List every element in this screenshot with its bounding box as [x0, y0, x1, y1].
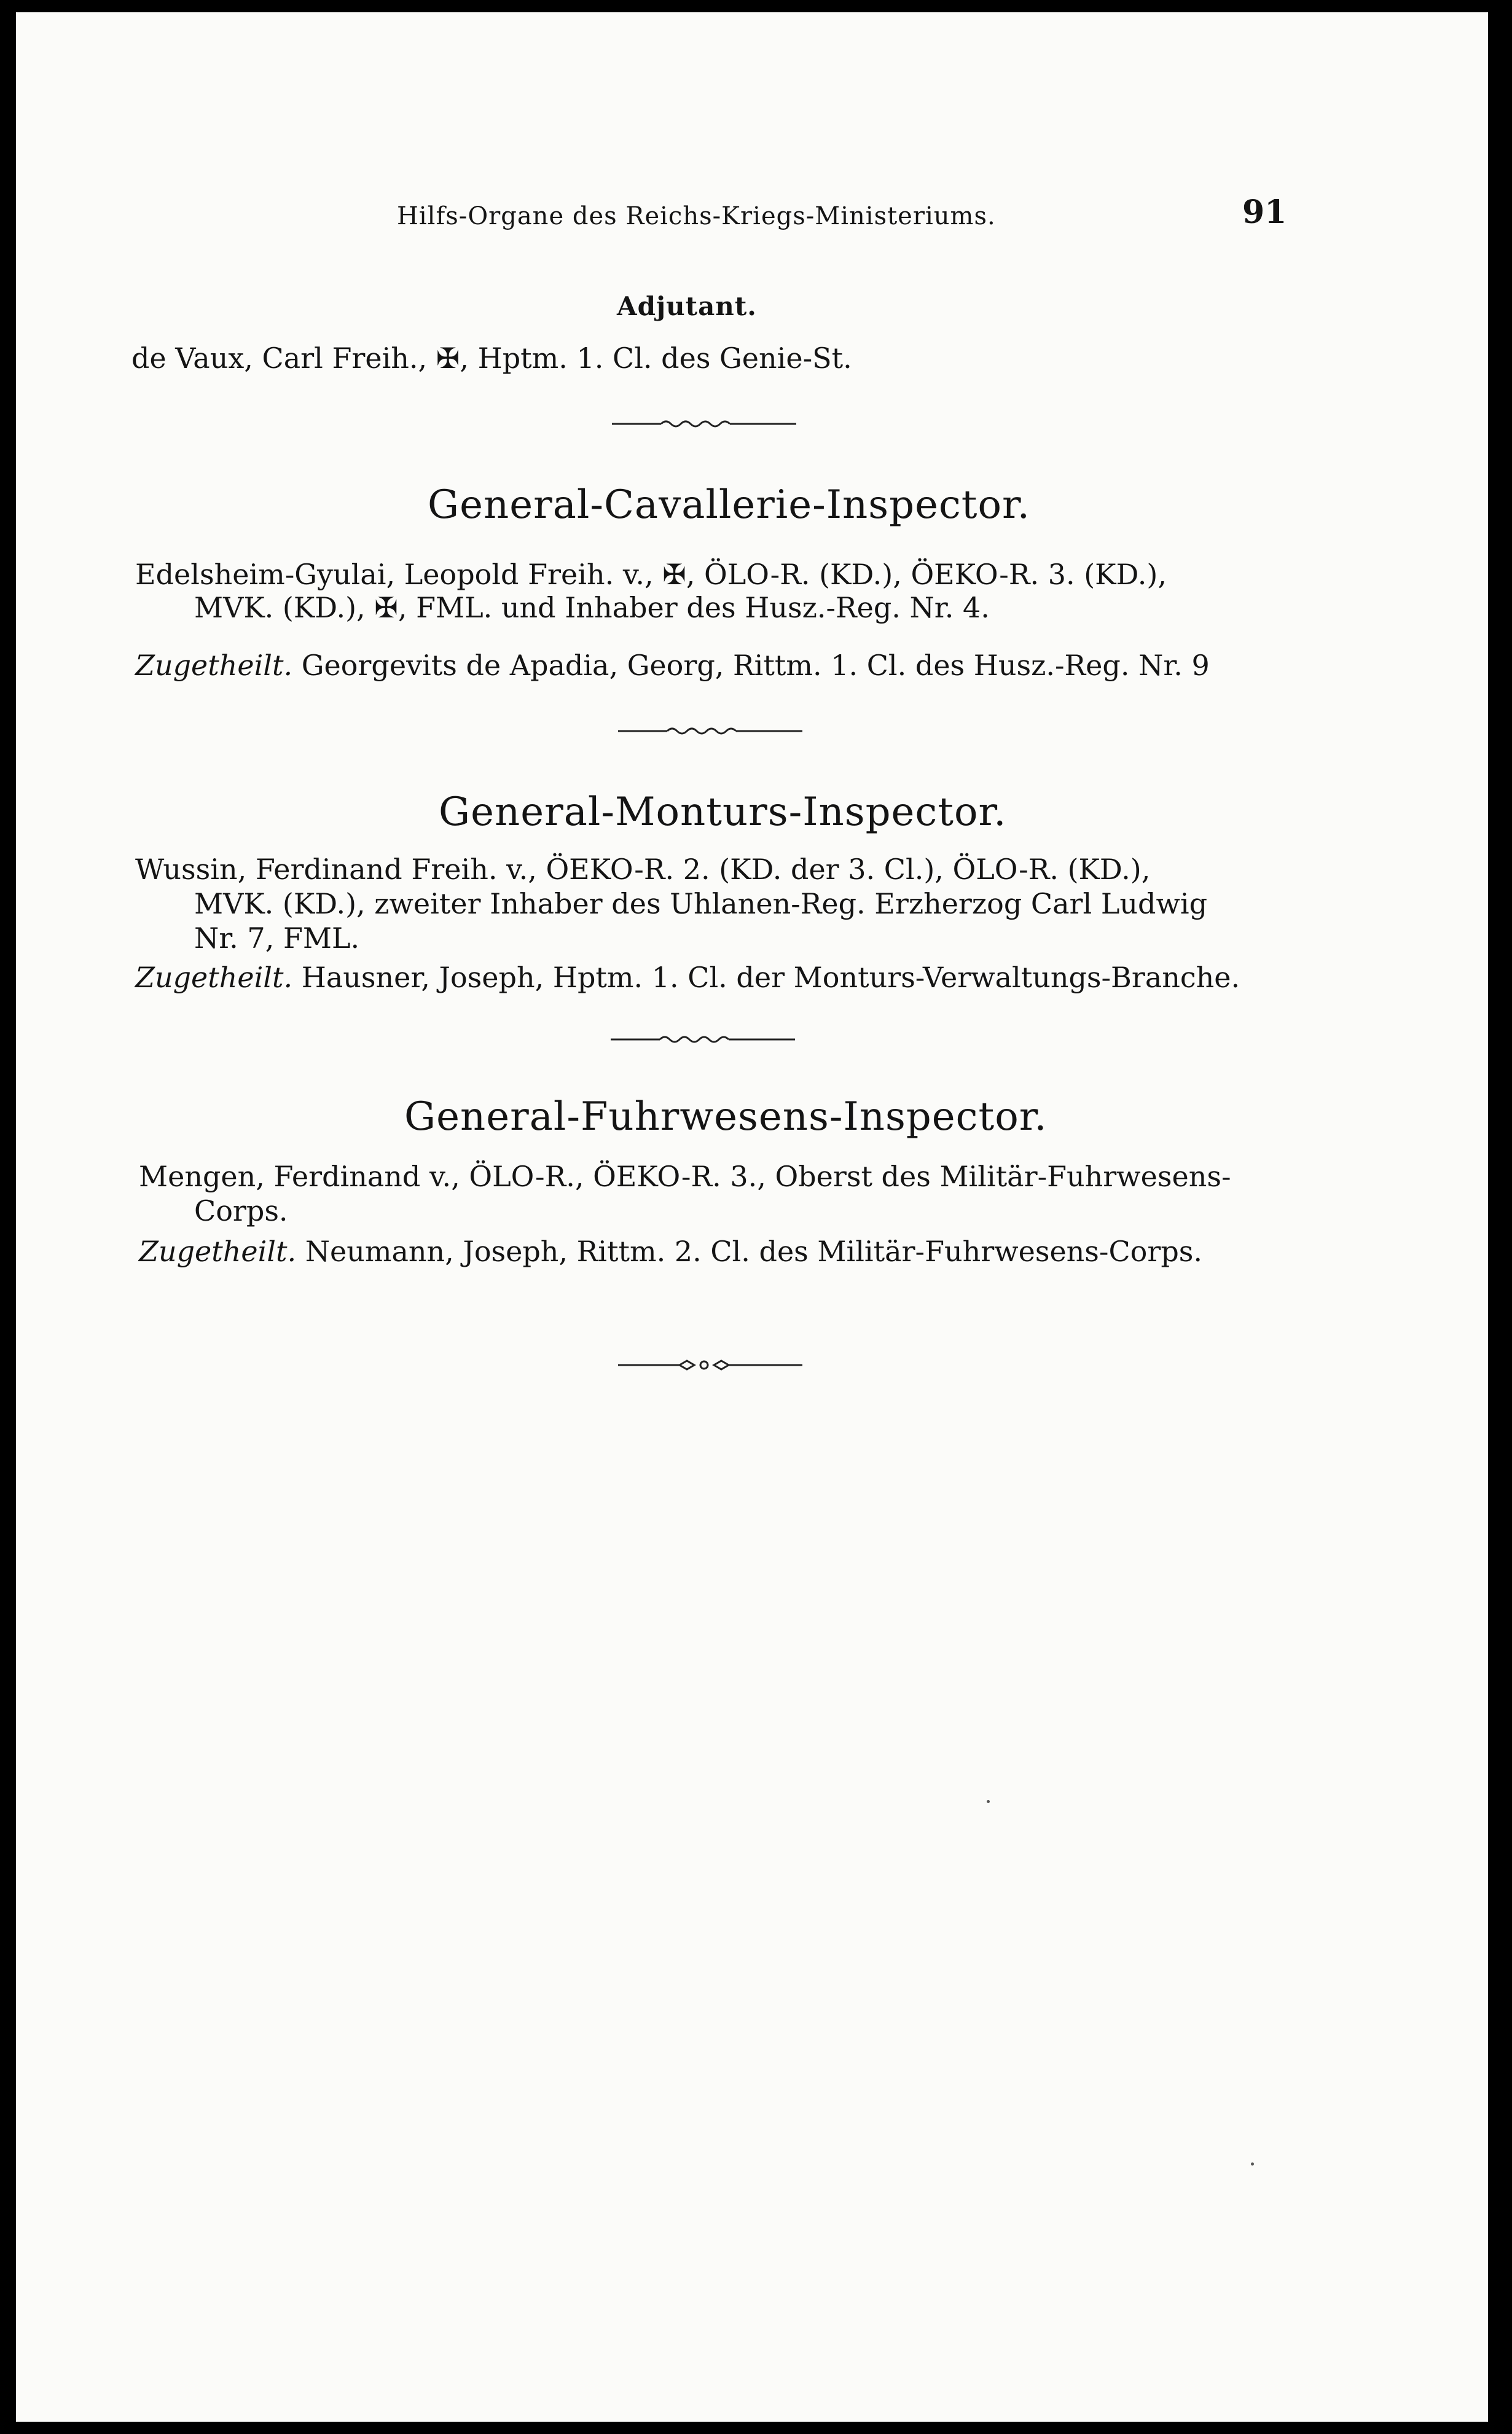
monturs-entry-line-3: Nr. 7, FML.: [194, 922, 360, 955]
ornamental-divider: [612, 418, 796, 430]
monturs-entry-line-1: Wussin, Ferdinand Freih. v., ÖEKO-R. 2. (KD. der 3. Cl.), ÖLO-R. (KD.),: [135, 853, 1151, 886]
page-number: 91: [1242, 194, 1287, 231]
cavallerie-attached-line: [135, 649, 1210, 682]
closing-ornament: [618, 1359, 802, 1371]
book-page: [16, 12, 1488, 2422]
attached-text: Hausner, Joseph, Hptm. 1. Cl. der Monturs-Verwaltungs-Branche.: [292, 961, 1240, 994]
attached-label: Zugetheilt.: [135, 961, 293, 994]
section-title-cavallerie: General-Cavallerie-Inspector.: [428, 482, 1030, 528]
paper-speck: [987, 1800, 990, 1803]
ornamental-divider: [611, 1033, 795, 1046]
fuhrwesens-entry-line-2: Corps.: [194, 1194, 288, 1227]
running-head: Hilfs-Organe des Reichs-Kriegs-Ministeriums.: [397, 202, 996, 230]
cavallerie-entry-line-1: Edelsheim-Gyulai, Leopold Freih. v., ✠, ÖLO-R. (KD.), ÖEKO-R. 3. (KD.),: [135, 558, 1167, 591]
ornamental-divider: [618, 725, 802, 737]
adjutant-entry: de Vaux, Carl Freih., ✠, Hptm. 1. Cl. des Genie-St.: [131, 342, 852, 375]
cavallerie-entry-line-2: MVK. (KD.), ✠, FML. und Inhaber des Husz.-Reg. Nr. 4.: [194, 591, 990, 624]
section-title-fuhrwesens: General-Fuhrwesens-Inspector.: [404, 1094, 1048, 1140]
fuhrwesens-attached-line: [139, 1237, 1202, 1266]
attached-text: Neumann, Joseph, Rittm. 2. Cl. des Militär-Fuhrwesens-Corps.: [296, 1235, 1202, 1268]
monturs-attached-line: [135, 963, 1240, 992]
paper-speck: [1251, 2162, 1254, 2166]
adjutant-heading: Adjutant.: [617, 291, 757, 321]
section-title-monturs: General-Monturs-Inspector.: [439, 789, 1007, 835]
attached-label: Zugetheilt.: [135, 649, 293, 682]
attached-text: Georgevits de Apadia, Georg, Rittm. 1. Cl. des Husz.-Reg. Nr. 9: [292, 649, 1210, 682]
monturs-entry-line-2: MVK. (KD.), zweiter Inhaber des Uhlanen-Reg. Erzherzog Carl Ludwig: [194, 887, 1208, 920]
attached-label: Zugetheilt.: [139, 1235, 297, 1268]
fuhrwesens-entry-line-1: Mengen, Ferdinand v., ÖLO-R., ÖEKO-R. 3., Oberst des Militär-Fuhrwesens-: [139, 1160, 1231, 1193]
